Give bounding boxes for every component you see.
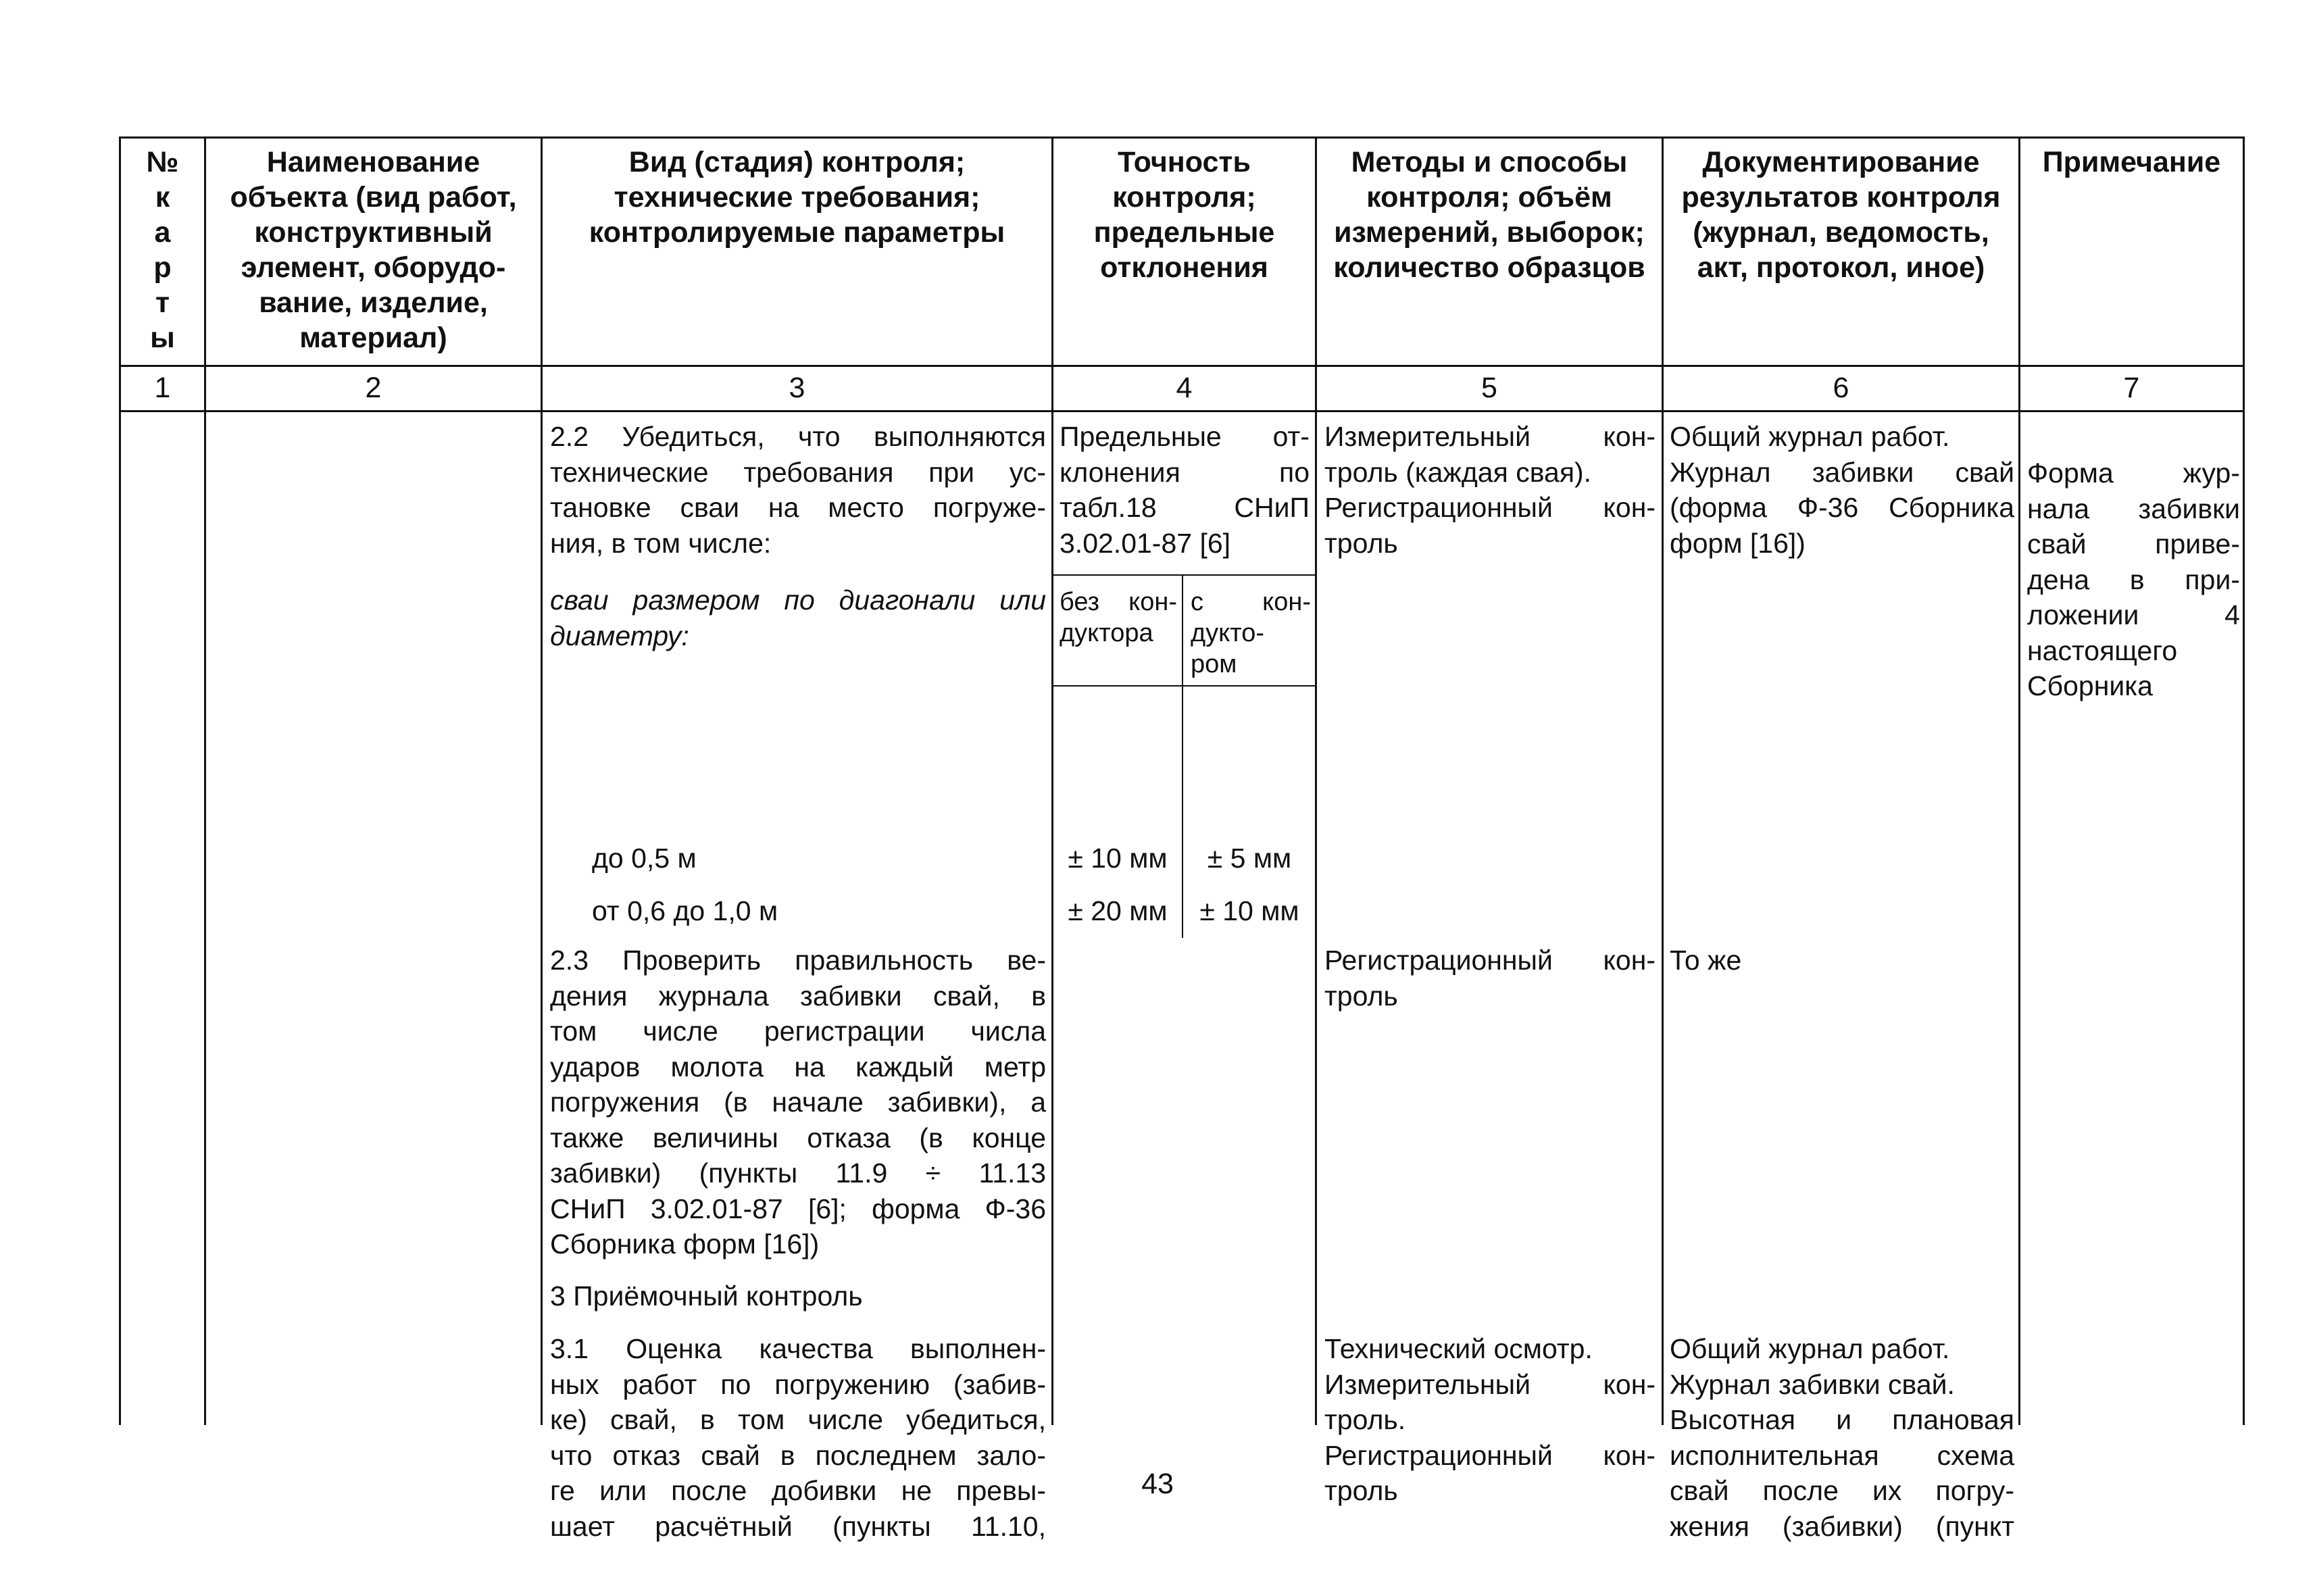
row-2-2-item-1: до 0,5 м: [592, 843, 697, 874]
text-line: исполнительная схема: [1670, 1439, 2014, 1471]
tolerance-sub-left: [1060, 587, 1177, 649]
row-2-2-item-2: от 0,6 до 1,0 м: [592, 895, 778, 926]
text-line: погружения (в начале забивки), а: [550, 1087, 1046, 1118]
header-col-2-line: Наименование: [266, 146, 480, 178]
header-col-5-line: контроля; объём: [1366, 181, 1612, 214]
text-line: табл.18 СНиП: [1060, 492, 1310, 523]
header-col-7: [2020, 145, 2243, 180]
text-line: Регистрационный кон-: [1324, 492, 1656, 523]
text-line: троль: [1324, 1475, 1398, 1506]
text-line: клонения по: [1060, 456, 1310, 488]
col-number-6: 6: [1833, 372, 1849, 404]
tolerance-value: ± 10 мм: [1068, 843, 1168, 874]
header-col-2: [206, 145, 541, 355]
text-line: Измерительный кон-: [1324, 421, 1656, 452]
tolerance-value: ± 5 мм: [1207, 843, 1292, 874]
text-line: диаметру:: [550, 620, 689, 651]
header-col-6-line: акт, протокол, иное): [1697, 251, 1985, 284]
col-number-5: 5: [1481, 372, 1497, 404]
text-line: ром: [1191, 650, 1237, 678]
column-divider: [2018, 136, 2020, 1425]
text-line: также величины отказа (в конце: [550, 1122, 1046, 1153]
text-line: Высотная и плановая: [1670, 1404, 2014, 1435]
column-divider: [1315, 136, 1317, 1425]
header-col-4-line: контроля;: [1112, 181, 1256, 214]
text-line: шает расчётный (пункты 11.10,: [550, 1510, 1046, 1542]
header-col-6-line: результатов контроля: [1681, 181, 2001, 214]
tolerance-sub-divider: [1051, 685, 1317, 687]
col-number-3: 3: [789, 372, 805, 404]
text-line: жения (забивки) (пункт: [1670, 1510, 2014, 1542]
header-col-2-line: элемент, оборудо-: [241, 251, 506, 284]
text-line: 3.02.01-87 [6]: [1060, 527, 1231, 559]
row-3-title: 3 Приёмочный контроль: [550, 1280, 863, 1312]
text-line: Журнал забивки свай: [1670, 456, 2014, 488]
column-divider: [1051, 136, 1053, 1425]
table-border-right: [2243, 136, 2245, 1425]
header-col-1-line: ы: [150, 322, 175, 354]
text-line: настоящего: [2027, 634, 2178, 666]
text-line: (форма Ф-36 Сборника: [1670, 492, 2014, 523]
text-line: забивки) (пункты 11.9 ÷ 11.13: [550, 1157, 1046, 1189]
row-2-2-tolerance: [1060, 419, 1310, 561]
header-col-1-line: р: [153, 251, 172, 284]
header-col-5-line: Методы и способы: [1351, 146, 1628, 178]
text-line: Журнал забивки свай.: [1670, 1368, 1955, 1400]
subcolumn-divider: [1182, 576, 1183, 938]
text-line: ге или после добивки не превы-: [550, 1475, 1046, 1506]
text-line: сваи размером по диагонали или: [550, 584, 1046, 616]
text-line: Сборника: [2027, 670, 2153, 701]
header-col-5: [1317, 145, 1662, 285]
text-line: 2.2 Убедиться, что выполняются: [550, 421, 1046, 452]
tolerance-sub-right: [1191, 587, 1311, 680]
text-line: 2.3 Проверить правильность ве-: [550, 945, 1046, 976]
text-line: без кон-: [1060, 588, 1177, 616]
header-col-5-line: количество образцов: [1333, 251, 1645, 284]
text-line: троль.: [1324, 1404, 1406, 1435]
row-2-2-pile-size: [550, 582, 1046, 653]
column-divider: [541, 136, 543, 1425]
header-col-3-line: технические требования;: [614, 181, 980, 214]
row-2-3-documents: То же: [1670, 945, 1742, 976]
header-col-6-line: Документирование: [1702, 146, 1980, 178]
text-line: том числе регистрации числа: [550, 1016, 1046, 1047]
text-line: Технический осмотр.: [1324, 1333, 1593, 1364]
text-line: дукто-: [1191, 619, 1264, 647]
column-divider: [1662, 136, 1664, 1425]
row-2-3-methods: [1324, 943, 1656, 1014]
row-2-3-requirements: [550, 943, 1046, 1262]
header-col-4-line: Точность: [1118, 146, 1251, 178]
row-3-1-documents: [1670, 1331, 2014, 1544]
text-line: дения журнала забивки свай, в: [550, 980, 1046, 1012]
col-number-7: 7: [2123, 372, 2140, 404]
text-line: ния, в том числе:: [550, 527, 772, 559]
col-number-1: 1: [154, 372, 171, 404]
text-line: ке) свай, в том числе убедиться,: [550, 1404, 1046, 1435]
header-col-6: [1664, 145, 2018, 285]
header-col-4-line: предельные: [1093, 216, 1275, 249]
text-line: Предельные от-: [1060, 421, 1310, 452]
header-col-1-line: а: [154, 216, 171, 249]
numbers-bottom-line: [119, 410, 2245, 412]
row-2-2-documents: [1670, 419, 2014, 561]
page-number: 43: [1141, 1468, 1174, 1500]
col-number-4: 4: [1176, 372, 1193, 404]
header-col-2-line: вание, изделие,: [259, 286, 488, 319]
tolerance-value: ± 10 мм: [1199, 895, 1299, 926]
text-line: Сборника форм [16]): [550, 1228, 820, 1260]
text-line: тановке сваи на место погруже-: [550, 492, 1046, 523]
text-line: ложении 4: [2027, 599, 2240, 630]
row-2-2-requirements: [550, 419, 1046, 561]
col-number-2: 2: [365, 372, 382, 404]
header-col-3-line: контролируемые параметры: [589, 216, 1005, 249]
text-line: Регистрационный кон-: [1324, 945, 1656, 976]
text-line: троль (каждая свая).: [1324, 456, 1592, 488]
row-2-2-note: [2027, 455, 2240, 704]
text-line: что отказ свай в последнем зало-: [550, 1439, 1046, 1471]
text-line: ударов молота на каждый метр: [550, 1051, 1046, 1082]
text-line: Форма жур-: [2027, 457, 2240, 489]
header-col-4: [1053, 145, 1315, 285]
text-line: свай после их погру-: [1670, 1475, 2014, 1506]
header-col-4-line: отклонения: [1100, 251, 1268, 284]
text-line: дена в при-: [2027, 564, 2240, 595]
row-2-2-methods: [1324, 419, 1656, 561]
header-col-2-line: конструктивный: [254, 216, 493, 249]
text-line: троль: [1324, 980, 1398, 1012]
text-line: Регистрационный кон-: [1324, 1439, 1656, 1471]
table-border-top: [119, 136, 2245, 139]
header-col-1-line: №: [146, 146, 179, 178]
header-col-6-line: (журнал, ведомость,: [1693, 216, 1989, 249]
text-line: Общий журнал работ.: [1670, 1333, 1950, 1364]
header-col-1: [121, 145, 204, 355]
text-line: свай приве-: [2027, 528, 2240, 559]
header-col-3: [543, 145, 1051, 250]
header-col-2-line: материал): [299, 322, 447, 354]
text-line: нала забивки: [2027, 493, 2240, 524]
header-col-7-text: Примечание: [2042, 146, 2221, 178]
text-line: 3.1 Оценка качества выполнен-: [550, 1333, 1046, 1364]
text-line: Общий журнал работ.: [1670, 421, 1950, 452]
header-col-5-line: измерений, выборок;: [1334, 216, 1645, 249]
text-line: Измерительный кон-: [1324, 1368, 1656, 1400]
row-3-1-requirements: [550, 1331, 1046, 1544]
tolerance-divider: [1051, 574, 1317, 576]
header-col-1-line: к: [155, 181, 170, 214]
text-line: троль: [1324, 527, 1398, 559]
text-line: дуктора: [1060, 619, 1153, 647]
header-bottom-line: [119, 365, 2245, 367]
text-line: с кон-: [1191, 588, 1311, 616]
header-col-3-line: Вид (стадия) контроля;: [628, 146, 966, 178]
text-line: форм [16]): [1670, 527, 1806, 559]
tolerance-value: ± 20 мм: [1068, 895, 1168, 926]
header-col-1-line: т: [155, 286, 170, 319]
text-line: технические требования при ус-: [550, 456, 1046, 488]
text-line: ных работ по погружению (забив-: [550, 1368, 1046, 1400]
header-col-2-line: объекта (вид работ,: [230, 181, 517, 214]
text-line: СНиП 3.02.01-87 [6]; форма Ф-36: [550, 1193, 1046, 1224]
